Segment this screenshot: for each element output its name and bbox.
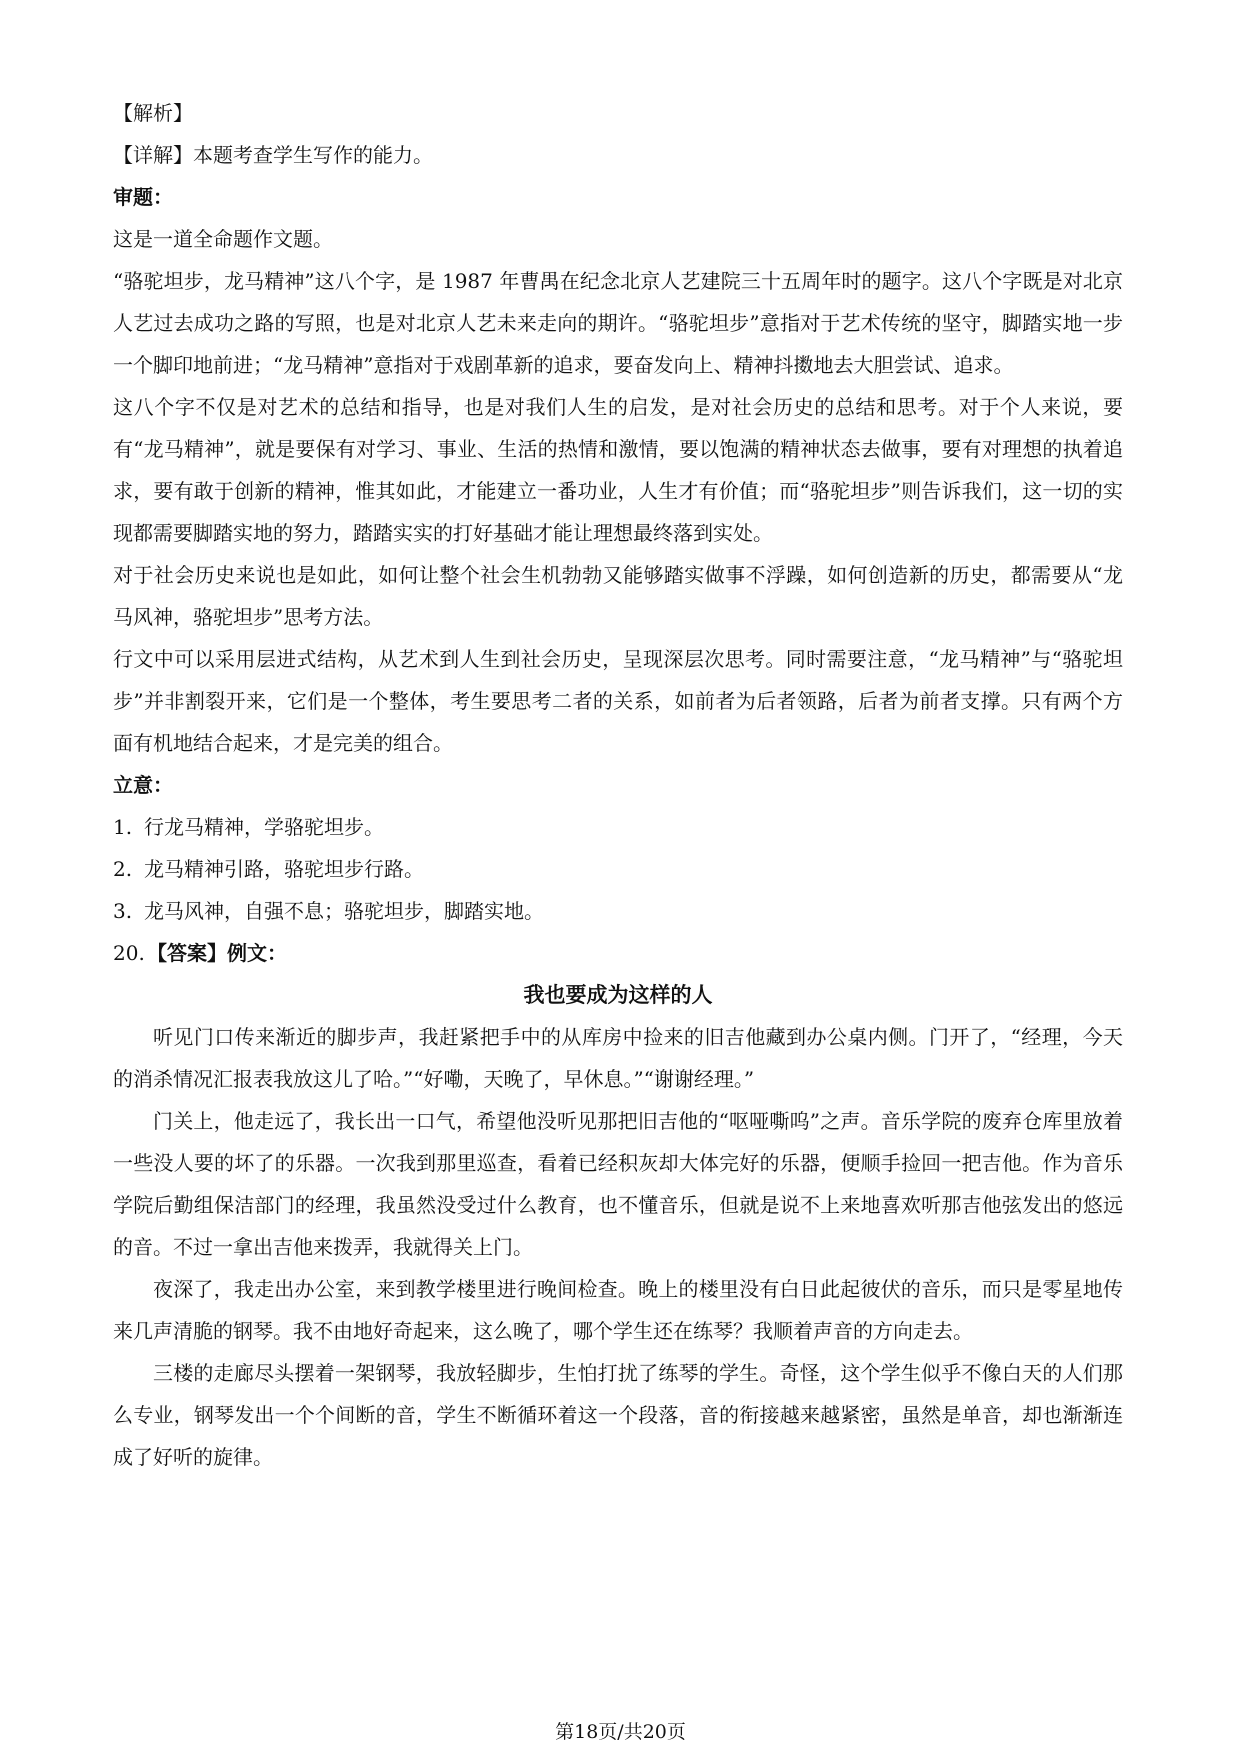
answer-line <box>113 932 1123 974</box>
essay-title: 我也要成为这样的人 <box>523 982 713 1007</box>
detail-line <box>113 134 1123 176</box>
theme-item-number: 3. <box>113 899 133 923</box>
review-paragraph-4: 对于社会历史来说也是如此，如何让整个社会生机勃勃又能够踏实做事不浮躁，如何创造新的历史，都需要从“龙马风神，骆驼坦步”思考方法。 <box>113 563 1123 629</box>
theme-item-text: 龙马风神，自强不息；骆驼坦步，脚踏实地。 <box>144 899 544 923</box>
theme-item-2 <box>113 848 1123 890</box>
theme-item-text: 龙马精神引路，骆驼坦步行路。 <box>144 857 424 881</box>
review-heading: 审题： <box>113 185 173 209</box>
review-paragraph-1: 这是一道全命题作文题。 <box>113 227 333 251</box>
review-paragraph-5: 行文中可以采用层进式结构，从艺术到人生到社会历史，呈现深层次思考。同时需要注意，“龙马精神”与“骆驼坦步”并非割裂开来，它们是一个整体，考生要思考二者的关系，如前者为后者领路，后者为前者支撑。只有两个方面有机地结合起来，才是完美的组合。 <box>113 647 1123 755</box>
theme-item-number: 2. <box>113 857 133 881</box>
theme-item-text: 行龙马精神，学骆驼坦步。 <box>144 815 384 839</box>
theme-heading: 立意： <box>113 773 173 797</box>
theme-item-1 <box>113 806 1123 848</box>
page-footer: 第18页/共20页 <box>555 1721 686 1743</box>
essay-paragraph-1: 听见门口传来渐近的脚步声，我赶紧把手中的从库房中捡来的旧吉他藏到办公桌内侧。门开了，“经理，今天的消杀情况汇报表我放这儿了哈。”“好嘞，天晚了，早休息。”“谢谢经理。” <box>113 1025 1123 1091</box>
theme-item-3 <box>113 890 1123 932</box>
answer-tag: 【答案】 <box>147 941 227 965</box>
review-paragraph-2: “骆驼坦步，龙马精神”这八个字，是 1987 年曹禺在纪念北京人艺建院三十五周年时的题字。这八个字既是对北京人艺过去成功之路的写照，也是对北京人艺未来走向的期许。“骆驼坦步”意指对于艺术传统的坚守，脚踏实地一步一个脚印地前进；“龙马精神”意指对于戏剧革新的追求，要奋发向上、精神抖擞地去大胆尝试、追求。 <box>113 269 1123 377</box>
answer-label: 例文： <box>227 941 287 965</box>
review-paragraph-3: 这八个字不仅是对艺术的总结和指导，也是对我们人生的启发，是对社会历史的总结和思考。对于个人来说，要有“龙马精神”，就是要保有对学习、事业、生活的热情和激情，要以饱满的精神状态去做事，要有对理想的执着追求，要有敢于创新的精神，惟其如此，才能建立一番功业，人生才有价值；而“骆驼坦步”则告诉我们，这一切的实现都需要脚踏实地的努力，踏踏实实的打好基础才能让理想最终落到实处。 <box>113 395 1123 545</box>
essay-paragraph-2: 门关上，他走远了，我长出一口气，希望他没听见那把旧吉他的“呕哑嘶呜”之声。音乐学院的废弃仓库里放着一些没人要的坏了的乐器。一次我到那里巡查，看着已经积灰却大体完好的乐器，便顺手捡回一把吉他。作为音乐学院后勤组保洁部门的经理，我虽然没受过什么教育，也不懂音乐，但就是说不上来地喜欢听那吉他弦发出的悠远的音。不过一拿出吉他来拨弄，我就得关上门。 <box>113 1109 1123 1259</box>
question-number: 20. <box>113 941 145 965</box>
detail-tag: 【详解】 <box>113 143 193 167</box>
theme-item-number: 1. <box>113 815 133 839</box>
analysis-label: 【解析】 <box>113 101 193 125</box>
essay-paragraph-3: 夜深了，我走出办公室，来到教学楼里进行晚间检查。晚上的楼里没有白日此起彼伏的音乐，而只是零星地传来几声清脆的钢琴。我不由地好奇起来，这么晚了，哪个学生还在练琴？我顺着声音的方向走去。 <box>113 1277 1123 1343</box>
detail-text: 本题考查学生写作的能力。 <box>193 143 433 167</box>
essay-paragraph-4: 三楼的走廊尽头摆着一架钢琴，我放轻脚步，生怕打扰了练琴的学生。奇怪，这个学生似乎不像白天的人们那么专业，钢琴发出一个个间断的音，学生不断循环着这一个段落，音的衔接越来越紧密，虽然是单音，却也渐渐连成了好听的旋律。 <box>113 1361 1123 1469</box>
document-body <box>113 92 1123 1478</box>
